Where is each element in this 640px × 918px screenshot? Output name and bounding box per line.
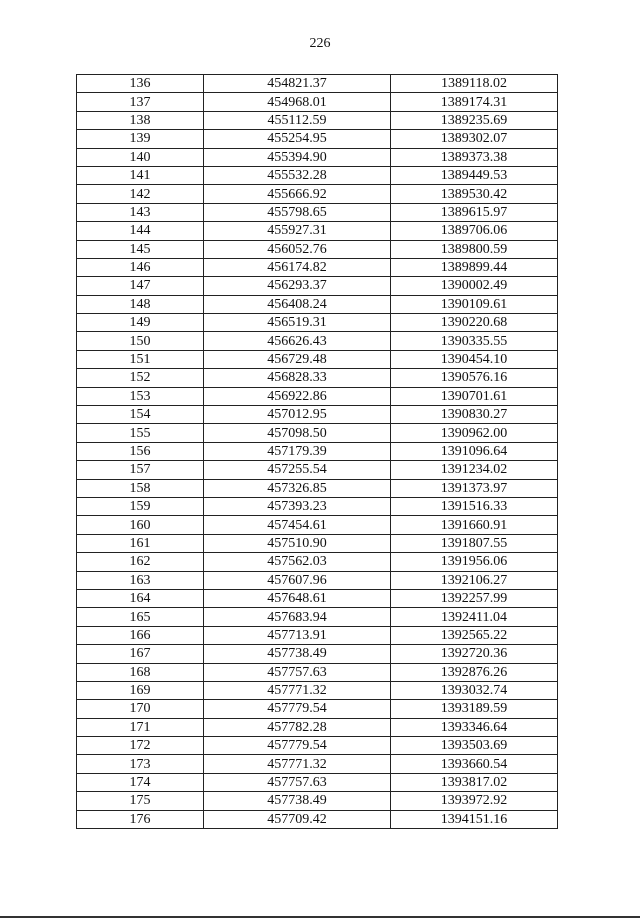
y-coordinate-cell: 1391373.97 bbox=[391, 479, 558, 497]
x-coordinate-cell: 457012.95 bbox=[204, 406, 391, 424]
y-coordinate-cell: 1390109.61 bbox=[391, 295, 558, 313]
table-row bbox=[77, 185, 558, 203]
y-coordinate-cell: 1390220.68 bbox=[391, 314, 558, 332]
point-number-cell: 160 bbox=[77, 516, 204, 534]
y-coordinate-cell: 1393346.64 bbox=[391, 718, 558, 736]
point-number-cell: 145 bbox=[77, 240, 204, 258]
table-row bbox=[77, 166, 558, 184]
table-row bbox=[77, 737, 558, 755]
table-row bbox=[77, 755, 558, 773]
y-coordinate-cell: 1390830.27 bbox=[391, 406, 558, 424]
x-coordinate-cell: 457179.39 bbox=[204, 442, 391, 460]
coordinate-table-body bbox=[77, 75, 558, 829]
table-row bbox=[77, 626, 558, 644]
table-row bbox=[77, 387, 558, 405]
table-row bbox=[77, 442, 558, 460]
x-coordinate-cell: 456922.86 bbox=[204, 387, 391, 405]
x-coordinate-cell: 457771.32 bbox=[204, 681, 391, 699]
point-number-cell: 138 bbox=[77, 111, 204, 129]
x-coordinate-cell: 457782.28 bbox=[204, 718, 391, 736]
table-row bbox=[77, 93, 558, 111]
x-coordinate-cell: 457098.50 bbox=[204, 424, 391, 442]
point-number-cell: 168 bbox=[77, 663, 204, 681]
table-row bbox=[77, 222, 558, 240]
y-coordinate-cell: 1391956.06 bbox=[391, 553, 558, 571]
y-coordinate-cell: 1390335.55 bbox=[391, 332, 558, 350]
x-coordinate-cell: 457779.54 bbox=[204, 700, 391, 718]
y-coordinate-cell: 1389235.69 bbox=[391, 111, 558, 129]
y-coordinate-cell: 1392565.22 bbox=[391, 626, 558, 644]
y-coordinate-cell: 1392720.36 bbox=[391, 645, 558, 663]
table-row bbox=[77, 240, 558, 258]
point-number-cell: 172 bbox=[77, 737, 204, 755]
x-coordinate-cell: 455532.28 bbox=[204, 166, 391, 184]
table-row bbox=[77, 663, 558, 681]
y-coordinate-cell: 1391807.55 bbox=[391, 534, 558, 552]
x-coordinate-cell: 457255.54 bbox=[204, 461, 391, 479]
x-coordinate-cell: 457738.49 bbox=[204, 792, 391, 810]
point-number-cell: 175 bbox=[77, 792, 204, 810]
point-number-cell: 151 bbox=[77, 350, 204, 368]
x-coordinate-cell: 457771.32 bbox=[204, 755, 391, 773]
x-coordinate-cell: 457393.23 bbox=[204, 497, 391, 515]
y-coordinate-cell: 1389530.42 bbox=[391, 185, 558, 203]
table-row bbox=[77, 350, 558, 368]
table-row bbox=[77, 792, 558, 810]
table-row bbox=[77, 295, 558, 313]
page-number: 226 bbox=[309, 36, 331, 51]
point-number-cell: 137 bbox=[77, 93, 204, 111]
point-number-cell: 142 bbox=[77, 185, 204, 203]
x-coordinate-cell: 457454.61 bbox=[204, 516, 391, 534]
point-number-cell: 141 bbox=[77, 166, 204, 184]
table-row bbox=[77, 534, 558, 552]
table-row bbox=[77, 203, 558, 221]
y-coordinate-cell: 1389373.38 bbox=[391, 148, 558, 166]
point-number-cell: 176 bbox=[77, 810, 204, 828]
point-number-cell: 143 bbox=[77, 203, 204, 221]
y-coordinate-cell: 1391516.33 bbox=[391, 497, 558, 515]
table-row bbox=[77, 645, 558, 663]
table-row bbox=[77, 700, 558, 718]
point-number-cell: 165 bbox=[77, 608, 204, 626]
x-coordinate-cell: 457757.63 bbox=[204, 663, 391, 681]
point-number-cell: 161 bbox=[77, 534, 204, 552]
y-coordinate-cell: 1393660.54 bbox=[391, 755, 558, 773]
x-coordinate-cell: 457683.94 bbox=[204, 608, 391, 626]
y-coordinate-cell: 1389899.44 bbox=[391, 258, 558, 276]
table-row bbox=[77, 479, 558, 497]
x-coordinate-cell: 455112.59 bbox=[204, 111, 391, 129]
y-coordinate-cell: 1391096.64 bbox=[391, 442, 558, 460]
y-coordinate-cell: 1389615.97 bbox=[391, 203, 558, 221]
point-number-cell: 174 bbox=[77, 773, 204, 791]
y-coordinate-cell: 1390576.16 bbox=[391, 369, 558, 387]
x-coordinate-cell: 457562.03 bbox=[204, 553, 391, 571]
table-row bbox=[77, 369, 558, 387]
point-number-cell: 155 bbox=[77, 424, 204, 442]
point-number-cell: 140 bbox=[77, 148, 204, 166]
x-coordinate-cell: 456626.43 bbox=[204, 332, 391, 350]
table-row bbox=[77, 424, 558, 442]
table-row bbox=[77, 681, 558, 699]
point-number-cell: 171 bbox=[77, 718, 204, 736]
table-row bbox=[77, 314, 558, 332]
y-coordinate-cell: 1390454.10 bbox=[391, 350, 558, 368]
point-number-cell: 147 bbox=[77, 277, 204, 295]
y-coordinate-cell: 1393972.92 bbox=[391, 792, 558, 810]
point-number-cell: 173 bbox=[77, 755, 204, 773]
table-row bbox=[77, 332, 558, 350]
point-number-cell: 150 bbox=[77, 332, 204, 350]
y-coordinate-cell: 1392411.04 bbox=[391, 608, 558, 626]
x-coordinate-cell: 454968.01 bbox=[204, 93, 391, 111]
table-row bbox=[77, 718, 558, 736]
x-coordinate-cell: 455254.95 bbox=[204, 130, 391, 148]
x-coordinate-cell: 455394.90 bbox=[204, 148, 391, 166]
point-number-cell: 166 bbox=[77, 626, 204, 644]
y-coordinate-cell: 1390962.00 bbox=[391, 424, 558, 442]
point-number-cell: 170 bbox=[77, 700, 204, 718]
table-row bbox=[77, 497, 558, 515]
table-row bbox=[77, 75, 558, 93]
point-number-cell: 164 bbox=[77, 589, 204, 607]
point-number-cell: 157 bbox=[77, 461, 204, 479]
x-coordinate-cell: 457607.96 bbox=[204, 571, 391, 589]
table-row bbox=[77, 516, 558, 534]
x-coordinate-cell: 456293.37 bbox=[204, 277, 391, 295]
point-number-cell: 153 bbox=[77, 387, 204, 405]
point-number-cell: 162 bbox=[77, 553, 204, 571]
point-number-cell: 152 bbox=[77, 369, 204, 387]
point-number-cell: 139 bbox=[77, 130, 204, 148]
table-row bbox=[77, 148, 558, 166]
point-number-cell: 159 bbox=[77, 497, 204, 515]
y-coordinate-cell: 1393189.59 bbox=[391, 700, 558, 718]
y-coordinate-cell: 1393817.02 bbox=[391, 773, 558, 791]
table-row bbox=[77, 608, 558, 626]
y-coordinate-cell: 1392106.27 bbox=[391, 571, 558, 589]
y-coordinate-cell: 1393032.74 bbox=[391, 681, 558, 699]
y-coordinate-cell: 1394151.16 bbox=[391, 810, 558, 828]
y-coordinate-cell: 1389302.07 bbox=[391, 130, 558, 148]
table-row bbox=[77, 277, 558, 295]
point-number-cell: 149 bbox=[77, 314, 204, 332]
point-number-cell: 169 bbox=[77, 681, 204, 699]
x-coordinate-cell: 456052.76 bbox=[204, 240, 391, 258]
table-row bbox=[77, 130, 558, 148]
x-coordinate-cell: 455798.65 bbox=[204, 203, 391, 221]
x-coordinate-cell: 457326.85 bbox=[204, 479, 391, 497]
table-row bbox=[77, 461, 558, 479]
x-coordinate-cell: 456828.33 bbox=[204, 369, 391, 387]
x-coordinate-cell: 456174.82 bbox=[204, 258, 391, 276]
y-coordinate-cell: 1389118.02 bbox=[391, 75, 558, 93]
x-coordinate-cell: 457757.63 bbox=[204, 773, 391, 791]
table-row bbox=[77, 111, 558, 129]
y-coordinate-cell: 1389174.31 bbox=[391, 93, 558, 111]
point-number-cell: 146 bbox=[77, 258, 204, 276]
y-coordinate-cell: 1392257.99 bbox=[391, 589, 558, 607]
point-number-cell: 136 bbox=[77, 75, 204, 93]
y-coordinate-cell: 1391660.91 bbox=[391, 516, 558, 534]
x-coordinate-cell: 456729.48 bbox=[204, 350, 391, 368]
x-coordinate-cell: 456519.31 bbox=[204, 314, 391, 332]
y-coordinate-cell: 1391234.02 bbox=[391, 461, 558, 479]
y-coordinate-cell: 1390701.61 bbox=[391, 387, 558, 405]
point-number-cell: 148 bbox=[77, 295, 204, 313]
point-number-cell: 154 bbox=[77, 406, 204, 424]
table-row bbox=[77, 589, 558, 607]
x-coordinate-cell: 454821.37 bbox=[204, 75, 391, 93]
x-coordinate-cell: 455927.31 bbox=[204, 222, 391, 240]
x-coordinate-cell: 456408.24 bbox=[204, 295, 391, 313]
point-number-cell: 167 bbox=[77, 645, 204, 663]
point-number-cell: 156 bbox=[77, 442, 204, 460]
x-coordinate-cell: 457648.61 bbox=[204, 589, 391, 607]
x-coordinate-cell: 457779.54 bbox=[204, 737, 391, 755]
y-coordinate-cell: 1389800.59 bbox=[391, 240, 558, 258]
coordinate-table bbox=[76, 74, 558, 829]
x-coordinate-cell: 457709.42 bbox=[204, 810, 391, 828]
y-coordinate-cell: 1390002.49 bbox=[391, 277, 558, 295]
point-number-cell: 158 bbox=[77, 479, 204, 497]
table-row bbox=[77, 571, 558, 589]
x-coordinate-cell: 457713.91 bbox=[204, 626, 391, 644]
y-coordinate-cell: 1389706.06 bbox=[391, 222, 558, 240]
x-coordinate-cell: 457510.90 bbox=[204, 534, 391, 552]
table-row bbox=[77, 553, 558, 571]
point-number-cell: 144 bbox=[77, 222, 204, 240]
table-row bbox=[77, 773, 558, 791]
point-number-cell: 163 bbox=[77, 571, 204, 589]
x-coordinate-cell: 455666.92 bbox=[204, 185, 391, 203]
table-row bbox=[77, 258, 558, 276]
x-coordinate-cell: 457738.49 bbox=[204, 645, 391, 663]
y-coordinate-cell: 1389449.53 bbox=[391, 166, 558, 184]
table-row bbox=[77, 406, 558, 424]
table-row bbox=[77, 810, 558, 828]
y-coordinate-cell: 1393503.69 bbox=[391, 737, 558, 755]
y-coordinate-cell: 1392876.26 bbox=[391, 663, 558, 681]
